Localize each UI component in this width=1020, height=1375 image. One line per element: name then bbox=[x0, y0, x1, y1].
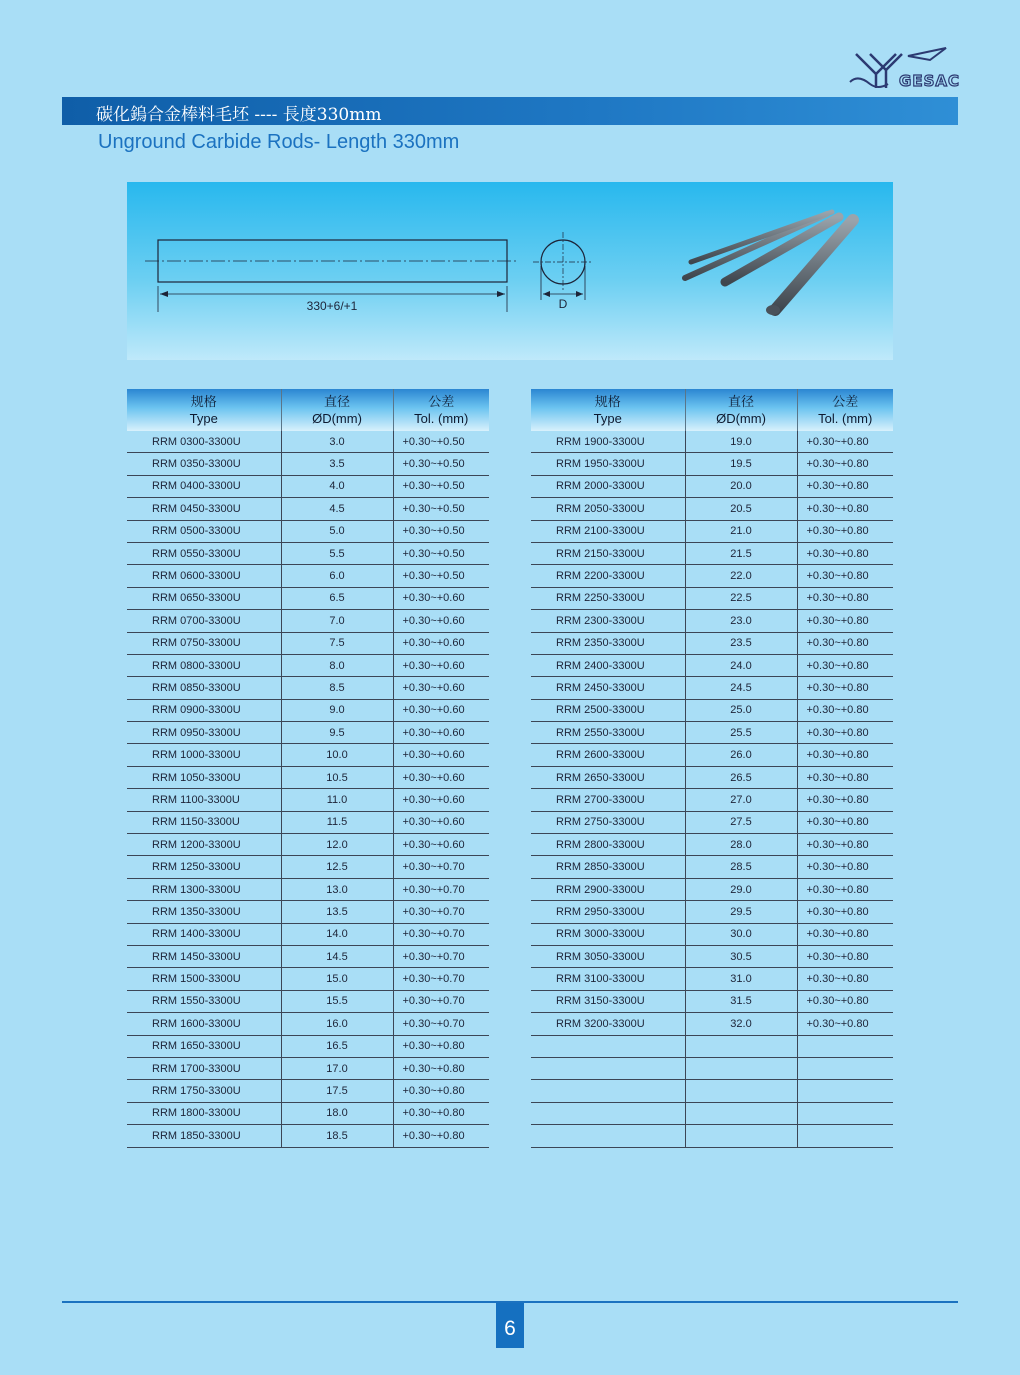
tolerance-cell: +0.30~+0.80 bbox=[797, 498, 893, 520]
table-row bbox=[531, 1035, 893, 1057]
diameter-cell: 21.5 bbox=[685, 542, 797, 564]
tolerance-cell: +0.30~+0.70 bbox=[393, 901, 489, 923]
od-header-en: ØD(mm) bbox=[312, 411, 362, 426]
tolerance-cell: +0.30~+0.80 bbox=[797, 699, 893, 721]
type-cell: RRM 2450-3300U bbox=[531, 677, 685, 699]
diameter-cell bbox=[685, 1125, 797, 1147]
diameter-cell: 26.5 bbox=[685, 766, 797, 788]
tolerance-cell: +0.30~+0.80 bbox=[797, 431, 893, 453]
diameter-cell: 17.0 bbox=[281, 1057, 393, 1079]
table-row bbox=[531, 990, 893, 1012]
tolerance-cell: +0.30~+0.60 bbox=[393, 811, 489, 833]
table-row bbox=[127, 1035, 489, 1057]
table-row bbox=[127, 744, 489, 766]
od-header-zh: 直径 bbox=[727, 394, 754, 409]
type-cell bbox=[531, 1057, 685, 1079]
diameter-cell: 10.0 bbox=[281, 744, 393, 766]
tolerance-cell: +0.30~+0.80 bbox=[797, 856, 893, 878]
table-row bbox=[531, 878, 893, 900]
tolerance-cell: +0.30~+0.60 bbox=[393, 744, 489, 766]
diameter-cell: 5.0 bbox=[281, 520, 393, 542]
diameter-cell bbox=[685, 1102, 797, 1124]
diameter-cell: 27.5 bbox=[685, 811, 797, 833]
diameter-cell: 18.5 bbox=[281, 1125, 393, 1147]
type-cell: RRM 0500-3300U bbox=[127, 520, 281, 542]
tolerance-cell: +0.30~+0.80 bbox=[797, 789, 893, 811]
page-title-english: Unground Carbide Rods- Length 330mm bbox=[98, 131, 460, 153]
type-cell: RRM 0450-3300U bbox=[127, 498, 281, 520]
type-cell: RRM 2500-3300U bbox=[531, 699, 685, 721]
table-row bbox=[127, 498, 489, 520]
gesac-logo bbox=[848, 44, 960, 92]
tolerance-cell: +0.30~+0.80 bbox=[797, 542, 893, 564]
table-row bbox=[531, 1080, 893, 1102]
diameter-cell: 6.0 bbox=[281, 565, 393, 587]
spec-table-right bbox=[531, 389, 893, 1148]
tolerance-cell bbox=[797, 1035, 893, 1057]
logo-text: GESAC bbox=[899, 72, 960, 90]
tolerance-cell: +0.30~+0.70 bbox=[393, 990, 489, 1012]
type-header bbox=[127, 389, 281, 431]
diameter-cell: 16.5 bbox=[281, 1035, 393, 1057]
diameter-label: D bbox=[558, 297, 568, 311]
tolerance-cell: +0.30~+0.60 bbox=[393, 789, 489, 811]
diameter-cell: 29.5 bbox=[685, 901, 797, 923]
tolerance-cell: +0.30~+0.80 bbox=[797, 565, 893, 587]
table-row bbox=[531, 475, 893, 497]
type-cell: RRM 2750-3300U bbox=[531, 811, 685, 833]
type-cell: RRM 2650-3300U bbox=[531, 766, 685, 788]
table-row bbox=[127, 453, 489, 475]
diameter-cell: 15.0 bbox=[281, 968, 393, 990]
tolerance-cell: +0.30~+0.70 bbox=[393, 1013, 489, 1035]
tol-header bbox=[393, 389, 489, 431]
tolerance-cell: +0.30~+0.60 bbox=[393, 654, 489, 676]
diameter-cell: 27.0 bbox=[685, 789, 797, 811]
table-row bbox=[127, 1057, 489, 1079]
tolerance-cell: +0.30~+0.80 bbox=[797, 766, 893, 788]
type-cell: RRM 0400-3300U bbox=[127, 475, 281, 497]
tolerance-cell: +0.30~+0.70 bbox=[393, 856, 489, 878]
diameter-cell: 8.0 bbox=[281, 654, 393, 676]
tolerance-cell bbox=[797, 1125, 893, 1147]
table-row bbox=[531, 722, 893, 744]
type-cell: RRM 1400-3300U bbox=[127, 923, 281, 945]
type-cell: RRM 1150-3300U bbox=[127, 811, 281, 833]
tolerance-cell: +0.30~+0.80 bbox=[393, 1057, 489, 1079]
tolerance-cell: +0.30~+0.60 bbox=[393, 632, 489, 654]
tolerance-cell: +0.30~+0.60 bbox=[393, 834, 489, 856]
type-cell: RRM 3150-3300U bbox=[531, 990, 685, 1012]
type-cell: RRM 2250-3300U bbox=[531, 587, 685, 609]
type-cell: RRM 2000-3300U bbox=[531, 475, 685, 497]
tolerance-cell: +0.30~+0.60 bbox=[393, 722, 489, 744]
table-row bbox=[531, 431, 893, 453]
tol-header-zh: 公差 bbox=[428, 394, 455, 409]
diameter-cell: 13.5 bbox=[281, 901, 393, 923]
tolerance-cell: +0.30~+0.80 bbox=[797, 990, 893, 1012]
diameter-cell: 3.0 bbox=[281, 431, 393, 453]
od-header-zh: 直径 bbox=[323, 394, 350, 409]
type-cell: RRM 2700-3300U bbox=[531, 789, 685, 811]
tolerance-cell: +0.30~+0.80 bbox=[797, 453, 893, 475]
table-row bbox=[531, 677, 893, 699]
diameter-cell: 7.5 bbox=[281, 632, 393, 654]
tolerance-cell: +0.30~+0.80 bbox=[393, 1102, 489, 1124]
table-header-row bbox=[127, 389, 489, 431]
diameter-cell: 20.5 bbox=[685, 498, 797, 520]
type-cell: RRM 1100-3300U bbox=[127, 789, 281, 811]
table-row bbox=[531, 789, 893, 811]
diameter-cell: 4.5 bbox=[281, 498, 393, 520]
type-cell: RRM 2200-3300U bbox=[531, 565, 685, 587]
diameter-cell: 23.5 bbox=[685, 632, 797, 654]
type-cell: RRM 1950-3300U bbox=[531, 453, 685, 475]
diameter-cell bbox=[685, 1080, 797, 1102]
tolerance-cell: +0.30~+0.80 bbox=[797, 677, 893, 699]
diameter-cell: 11.5 bbox=[281, 811, 393, 833]
type-cell: RRM 0350-3300U bbox=[127, 453, 281, 475]
type-cell: RRM 1350-3300U bbox=[127, 901, 281, 923]
diameter-cell: 9.5 bbox=[281, 722, 393, 744]
table-row bbox=[127, 632, 489, 654]
type-header-en: Type bbox=[593, 411, 622, 426]
type-cell: RRM 1050-3300U bbox=[127, 766, 281, 788]
table-row bbox=[127, 431, 489, 453]
type-cell: RRM 2300-3300U bbox=[531, 610, 685, 632]
table-row bbox=[127, 901, 489, 923]
table-row bbox=[531, 856, 893, 878]
type-cell: RRM 3050-3300U bbox=[531, 945, 685, 967]
diameter-cell: 17.5 bbox=[281, 1080, 393, 1102]
tolerance-cell: +0.30~+0.50 bbox=[393, 565, 489, 587]
type-cell: RRM 2350-3300U bbox=[531, 632, 685, 654]
diameter-cell: 14.5 bbox=[281, 945, 393, 967]
tol-header-en: Tol. (mm) bbox=[414, 411, 469, 426]
diameter-cell: 25.0 bbox=[685, 699, 797, 721]
table-row bbox=[127, 1080, 489, 1102]
type-cell: RRM 0600-3300U bbox=[127, 565, 281, 587]
table-row bbox=[531, 498, 893, 520]
type-cell bbox=[531, 1035, 685, 1057]
table-row bbox=[127, 475, 489, 497]
table-row bbox=[531, 587, 893, 609]
type-cell: RRM 0750-3300U bbox=[127, 632, 281, 654]
table-row bbox=[127, 856, 489, 878]
diameter-cell: 20.0 bbox=[685, 475, 797, 497]
table-row bbox=[531, 699, 893, 721]
table-row bbox=[531, 945, 893, 967]
table-row bbox=[127, 1013, 489, 1035]
tolerance-cell: +0.30~+0.80 bbox=[393, 1125, 489, 1147]
diameter-cell: 23.0 bbox=[685, 610, 797, 632]
table-row bbox=[531, 1125, 893, 1147]
table-row bbox=[531, 542, 893, 564]
type-cell: RRM 0900-3300U bbox=[127, 699, 281, 721]
tolerance-cell: +0.30~+0.60 bbox=[393, 766, 489, 788]
diameter-cell: 7.0 bbox=[281, 610, 393, 632]
table-row bbox=[127, 654, 489, 676]
table-row bbox=[127, 990, 489, 1012]
type-cell: RRM 0650-3300U bbox=[127, 587, 281, 609]
table-row bbox=[531, 453, 893, 475]
tolerance-cell: +0.30~+0.80 bbox=[393, 1080, 489, 1102]
type-cell: RRM 0550-3300U bbox=[127, 542, 281, 564]
tolerance-cell bbox=[797, 1057, 893, 1079]
od-header-en: ØD(mm) bbox=[716, 411, 766, 426]
diameter-cell: 22.5 bbox=[685, 587, 797, 609]
type-cell: RRM 2900-3300U bbox=[531, 878, 685, 900]
diameter-cell: 26.0 bbox=[685, 744, 797, 766]
tolerance-cell: +0.30~+0.80 bbox=[797, 968, 893, 990]
tolerance-cell: +0.30~+0.80 bbox=[393, 1035, 489, 1057]
tolerance-cell: +0.30~+0.70 bbox=[393, 878, 489, 900]
page-number: 6 bbox=[496, 1303, 524, 1348]
tol-header-en: Tol. (mm) bbox=[818, 411, 873, 426]
table-row bbox=[127, 968, 489, 990]
diameter-cell bbox=[685, 1057, 797, 1079]
type-cell: RRM 1600-3300U bbox=[127, 1013, 281, 1035]
tolerance-cell: +0.30~+0.80 bbox=[797, 654, 893, 676]
type-cell: RRM 0300-3300U bbox=[127, 431, 281, 453]
table-row bbox=[127, 565, 489, 587]
table-row bbox=[531, 520, 893, 542]
rod-drawing bbox=[127, 182, 893, 360]
diameter-cell: 11.0 bbox=[281, 789, 393, 811]
tol-header-zh: 公差 bbox=[832, 394, 859, 409]
diameter-cell: 14.0 bbox=[281, 923, 393, 945]
tolerance-cell: +0.30~+0.50 bbox=[393, 498, 489, 520]
table-row bbox=[127, 923, 489, 945]
table-row bbox=[531, 565, 893, 587]
table-row bbox=[127, 520, 489, 542]
tolerance-cell: +0.30~+0.60 bbox=[393, 587, 489, 609]
table-row bbox=[531, 654, 893, 676]
tolerance-cell: +0.30~+0.80 bbox=[797, 520, 893, 542]
type-cell: RRM 1800-3300U bbox=[127, 1102, 281, 1124]
tolerance-cell: +0.30~+0.80 bbox=[797, 923, 893, 945]
tolerance-cell: +0.30~+0.80 bbox=[797, 610, 893, 632]
table-row bbox=[531, 632, 893, 654]
page-title-chinese: 碳化鎢合金棒料毛坯 ---- 長度330mm bbox=[96, 105, 382, 125]
type-cell: RRM 0800-3300U bbox=[127, 654, 281, 676]
table-row bbox=[127, 699, 489, 721]
type-header-en: Type bbox=[189, 411, 218, 426]
table-row bbox=[531, 968, 893, 990]
type-cell: RRM 0850-3300U bbox=[127, 677, 281, 699]
tolerance-cell: +0.30~+0.80 bbox=[797, 834, 893, 856]
type-cell: RRM 1200-3300U bbox=[127, 834, 281, 856]
diameter-cell: 3.5 bbox=[281, 453, 393, 475]
table-row bbox=[531, 610, 893, 632]
type-cell: RRM 2400-3300U bbox=[531, 654, 685, 676]
type-cell: RRM 1500-3300U bbox=[127, 968, 281, 990]
diameter-cell: 13.0 bbox=[281, 878, 393, 900]
type-header bbox=[531, 389, 685, 431]
type-cell: RRM 1450-3300U bbox=[127, 945, 281, 967]
table-row bbox=[531, 901, 893, 923]
tolerance-cell: +0.30~+0.80 bbox=[797, 722, 893, 744]
table-header-row bbox=[531, 389, 893, 431]
type-cell: RRM 1750-3300U bbox=[127, 1080, 281, 1102]
table-row bbox=[127, 677, 489, 699]
tolerance-cell: +0.30~+0.80 bbox=[797, 878, 893, 900]
table-row bbox=[531, 766, 893, 788]
type-cell: RRM 0700-3300U bbox=[127, 610, 281, 632]
tolerance-cell: +0.30~+0.80 bbox=[797, 587, 893, 609]
diameter-cell: 29.0 bbox=[685, 878, 797, 900]
type-cell bbox=[531, 1125, 685, 1147]
tolerance-cell: +0.30~+0.50 bbox=[393, 542, 489, 564]
diameter-cell: 21.0 bbox=[685, 520, 797, 542]
diameter-cell: 31.5 bbox=[685, 990, 797, 1012]
table-row bbox=[531, 1013, 893, 1035]
tolerance-cell: +0.30~+0.80 bbox=[797, 744, 893, 766]
carbide-rods-photo bbox=[685, 212, 853, 315]
type-cell: RRM 1850-3300U bbox=[127, 1125, 281, 1147]
type-cell: RRM 2850-3300U bbox=[531, 856, 685, 878]
table-row bbox=[531, 923, 893, 945]
table-row bbox=[127, 766, 489, 788]
table-row bbox=[127, 542, 489, 564]
tol-header bbox=[797, 389, 893, 431]
diameter-cell: 24.0 bbox=[685, 654, 797, 676]
type-cell: RRM 3000-3300U bbox=[531, 923, 685, 945]
tolerance-cell bbox=[797, 1102, 893, 1124]
table-row bbox=[127, 945, 489, 967]
type-cell bbox=[531, 1102, 685, 1124]
type-cell: RRM 0950-3300U bbox=[127, 722, 281, 744]
type-cell: RRM 2600-3300U bbox=[531, 744, 685, 766]
tolerance-cell: +0.30~+0.60 bbox=[393, 677, 489, 699]
type-cell: RRM 1550-3300U bbox=[127, 990, 281, 1012]
type-cell: RRM 2050-3300U bbox=[531, 498, 685, 520]
type-cell: RRM 3200-3300U bbox=[531, 1013, 685, 1035]
diameter-cell: 15.5 bbox=[281, 990, 393, 1012]
diameter-cell: 19.0 bbox=[685, 431, 797, 453]
type-cell: RRM 1650-3300U bbox=[127, 1035, 281, 1057]
tolerance-cell: +0.30~+0.70 bbox=[393, 945, 489, 967]
type-cell bbox=[531, 1080, 685, 1102]
diameter-cell: 19.5 bbox=[685, 453, 797, 475]
tolerance-cell: +0.30~+0.60 bbox=[393, 699, 489, 721]
type-cell: RRM 1900-3300U bbox=[531, 431, 685, 453]
type-cell: RRM 3100-3300U bbox=[531, 968, 685, 990]
diameter-cell: 25.5 bbox=[685, 722, 797, 744]
title-bar bbox=[62, 97, 958, 125]
diameter-cell: 5.5 bbox=[281, 542, 393, 564]
diameter-cell: 24.5 bbox=[685, 677, 797, 699]
spec-table-left bbox=[127, 389, 489, 1148]
diameter-cell: 12.0 bbox=[281, 834, 393, 856]
diameter-cell: 18.0 bbox=[281, 1102, 393, 1124]
diameter-cell: 28.0 bbox=[685, 834, 797, 856]
rod-diagram-panel bbox=[127, 182, 893, 360]
diameter-cell: 9.0 bbox=[281, 699, 393, 721]
diameter-cell: 32.0 bbox=[685, 1013, 797, 1035]
type-header-zh: 规格 bbox=[594, 394, 621, 409]
tolerance-cell: +0.30~+0.50 bbox=[393, 431, 489, 453]
type-cell: RRM 1250-3300U bbox=[127, 856, 281, 878]
diameter-cell: 22.0 bbox=[685, 565, 797, 587]
tolerance-cell bbox=[797, 1080, 893, 1102]
diameter-cell: 28.5 bbox=[685, 856, 797, 878]
tolerance-cell: +0.30~+0.70 bbox=[393, 968, 489, 990]
type-cell: RRM 2950-3300U bbox=[531, 901, 685, 923]
diameter-cell: 12.5 bbox=[281, 856, 393, 878]
tolerance-cell: +0.30~+0.80 bbox=[797, 1013, 893, 1035]
diameter-cell: 30.0 bbox=[685, 923, 797, 945]
type-header-zh: 规格 bbox=[190, 394, 217, 409]
diameter-cell: 31.0 bbox=[685, 968, 797, 990]
tolerance-cell: +0.30~+0.80 bbox=[797, 811, 893, 833]
tolerance-cell: +0.30~+0.50 bbox=[393, 453, 489, 475]
type-cell: RRM 2800-3300U bbox=[531, 834, 685, 856]
table-row bbox=[531, 1057, 893, 1079]
od-header bbox=[281, 389, 393, 431]
type-cell: RRM 1000-3300U bbox=[127, 744, 281, 766]
tolerance-cell: +0.30~+0.50 bbox=[393, 520, 489, 542]
table-row bbox=[127, 834, 489, 856]
tolerance-cell: +0.30~+0.80 bbox=[797, 475, 893, 497]
tolerance-cell: +0.30~+0.80 bbox=[797, 901, 893, 923]
table-row bbox=[531, 834, 893, 856]
diameter-cell bbox=[685, 1035, 797, 1057]
tolerance-cell: +0.30~+0.80 bbox=[797, 632, 893, 654]
table-row bbox=[127, 1102, 489, 1124]
diameter-cell: 8.5 bbox=[281, 677, 393, 699]
table-row bbox=[127, 722, 489, 744]
table-row bbox=[127, 878, 489, 900]
table-row bbox=[127, 610, 489, 632]
diameter-cell: 6.5 bbox=[281, 587, 393, 609]
table-row bbox=[127, 789, 489, 811]
tolerance-cell: +0.30~+0.80 bbox=[797, 945, 893, 967]
type-cell: RRM 1300-3300U bbox=[127, 878, 281, 900]
tolerance-cell: +0.30~+0.60 bbox=[393, 610, 489, 632]
table-row bbox=[531, 1102, 893, 1124]
diameter-cell: 30.5 bbox=[685, 945, 797, 967]
od-header bbox=[685, 389, 797, 431]
length-label: 330+6/+1 bbox=[306, 299, 358, 313]
diameter-cell: 16.0 bbox=[281, 1013, 393, 1035]
diameter-cell: 10.5 bbox=[281, 766, 393, 788]
tolerance-cell: +0.30~+0.70 bbox=[393, 923, 489, 945]
type-cell: RRM 2550-3300U bbox=[531, 722, 685, 744]
type-cell: RRM 1700-3300U bbox=[127, 1057, 281, 1079]
table-row bbox=[127, 587, 489, 609]
table-row bbox=[531, 744, 893, 766]
type-cell: RRM 2150-3300U bbox=[531, 542, 685, 564]
table-row bbox=[127, 811, 489, 833]
tolerance-cell: +0.30~+0.50 bbox=[393, 475, 489, 497]
table-row bbox=[531, 811, 893, 833]
type-cell: RRM 2100-3300U bbox=[531, 520, 685, 542]
table-row bbox=[127, 1125, 489, 1147]
diameter-cell: 4.0 bbox=[281, 475, 393, 497]
